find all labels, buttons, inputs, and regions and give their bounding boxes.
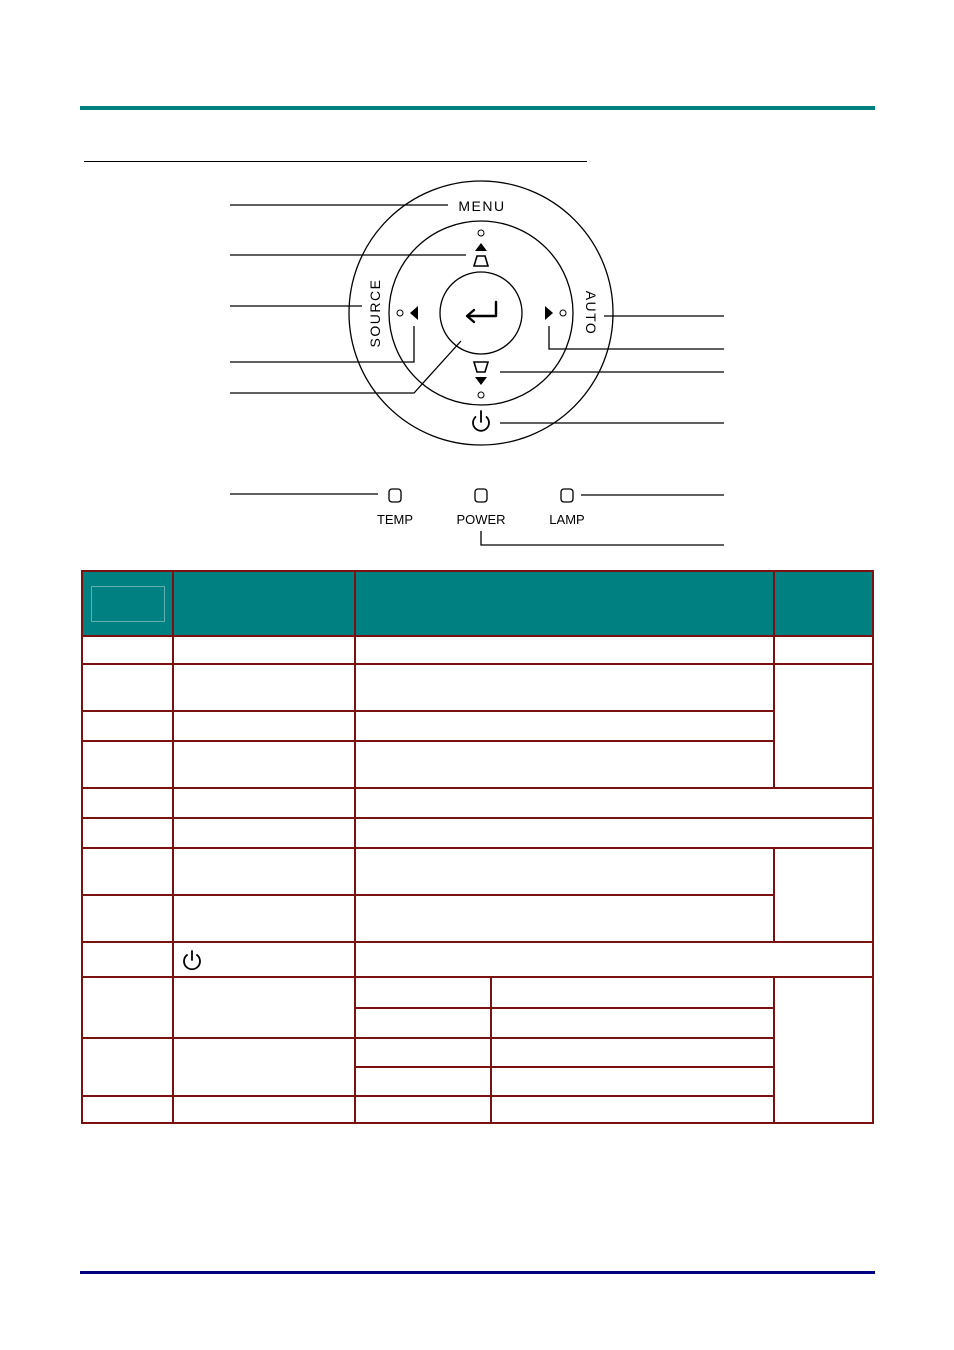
callout-power-led (481, 531, 724, 545)
table-cell (82, 788, 173, 818)
left-arrow-icon[interactable] (410, 306, 418, 320)
footer-rule (80, 1271, 875, 1274)
power-led-label: POWER (456, 512, 506, 527)
right-dot (560, 310, 566, 316)
up-arrow-keystone-icon[interactable] (474, 243, 488, 266)
table-cell (774, 848, 873, 942)
table-header-cell (82, 571, 173, 636)
menu-button-label[interactable]: MENU (458, 198, 506, 214)
table-cell (355, 636, 774, 664)
table-cell (173, 664, 355, 711)
table-cell (355, 1008, 491, 1038)
temp-led-label: TEMP (376, 512, 414, 527)
table-cell (82, 895, 173, 942)
table-header-row (82, 571, 873, 636)
enter-icon[interactable] (467, 302, 496, 322)
table-row (82, 664, 873, 711)
table-row (82, 636, 873, 664)
table-cell (82, 636, 173, 664)
down-arrow-keystone-icon[interactable] (474, 362, 488, 385)
header-inner-box (91, 586, 165, 622)
table-cell (355, 818, 873, 848)
table-cell (355, 1067, 491, 1096)
right-arrow-icon[interactable] (545, 306, 553, 320)
enter-button-ring[interactable] (440, 272, 522, 354)
table-cell (774, 977, 873, 1123)
power-icon (182, 949, 202, 971)
table-cell (774, 636, 873, 664)
table-cell (82, 664, 173, 711)
table-cell (173, 848, 355, 895)
table-cell (491, 1096, 774, 1123)
source-button-label[interactable]: SOURCE (367, 278, 383, 348)
callout-left (230, 326, 414, 362)
callout-lines-right (481, 316, 724, 545)
power-icon[interactable] (473, 411, 489, 431)
table-cell (491, 1038, 774, 1067)
table-cell (355, 895, 774, 942)
table-row (82, 788, 873, 818)
table-cell (82, 818, 173, 848)
table-row (82, 895, 873, 942)
table-cell (355, 977, 491, 1008)
table-row (82, 1096, 873, 1123)
table-row (82, 942, 873, 977)
table-row (82, 848, 873, 895)
table-cell (491, 977, 774, 1008)
table-cell (82, 1038, 173, 1096)
table-row (82, 1038, 873, 1067)
table-cell (355, 664, 774, 711)
table-cell (173, 1096, 355, 1123)
callout-enter (230, 341, 461, 393)
table-cell (173, 788, 355, 818)
table-header-cell (173, 571, 355, 636)
table-cell (355, 741, 774, 788)
table-cell (355, 711, 774, 741)
auto-button-label[interactable]: AUTO (583, 290, 599, 336)
table-cell (173, 977, 355, 1038)
table-cell (82, 942, 173, 977)
callout-right (549, 326, 724, 349)
table-cell (82, 711, 173, 741)
up-dot (478, 230, 484, 236)
left-dot (397, 310, 403, 316)
table-cell (173, 895, 355, 942)
table-header-cell (355, 571, 774, 636)
table-row (82, 711, 873, 741)
table-cell (173, 711, 355, 741)
table-cell (82, 1096, 173, 1123)
power-led (475, 489, 487, 502)
table-cell (355, 1038, 491, 1067)
table-row (82, 741, 873, 788)
table-cell (491, 1067, 774, 1096)
lamp-led-label: LAMP (549, 512, 585, 527)
table-cell (173, 741, 355, 788)
table-cell (355, 848, 774, 895)
table-cell (173, 942, 355, 977)
down-dot (478, 392, 484, 398)
table-cell (491, 1008, 774, 1038)
table-cell (173, 818, 355, 848)
table-cell (82, 741, 173, 788)
control-panel-table (81, 570, 874, 1124)
temp-led (389, 489, 401, 502)
lamp-led (561, 489, 573, 502)
table-header-cell (774, 571, 873, 636)
table-cell (355, 942, 873, 977)
table-cell (82, 977, 173, 1038)
table-cell (173, 636, 355, 664)
table-cell (355, 788, 873, 818)
control-panel-diagram (0, 0, 954, 560)
table-cell (774, 664, 873, 788)
table-cell (173, 1038, 355, 1096)
table-row (82, 977, 873, 1008)
table-cell (82, 848, 173, 895)
table-cell (355, 1096, 491, 1123)
table-row (82, 818, 873, 848)
callout-lines-left (230, 205, 466, 494)
